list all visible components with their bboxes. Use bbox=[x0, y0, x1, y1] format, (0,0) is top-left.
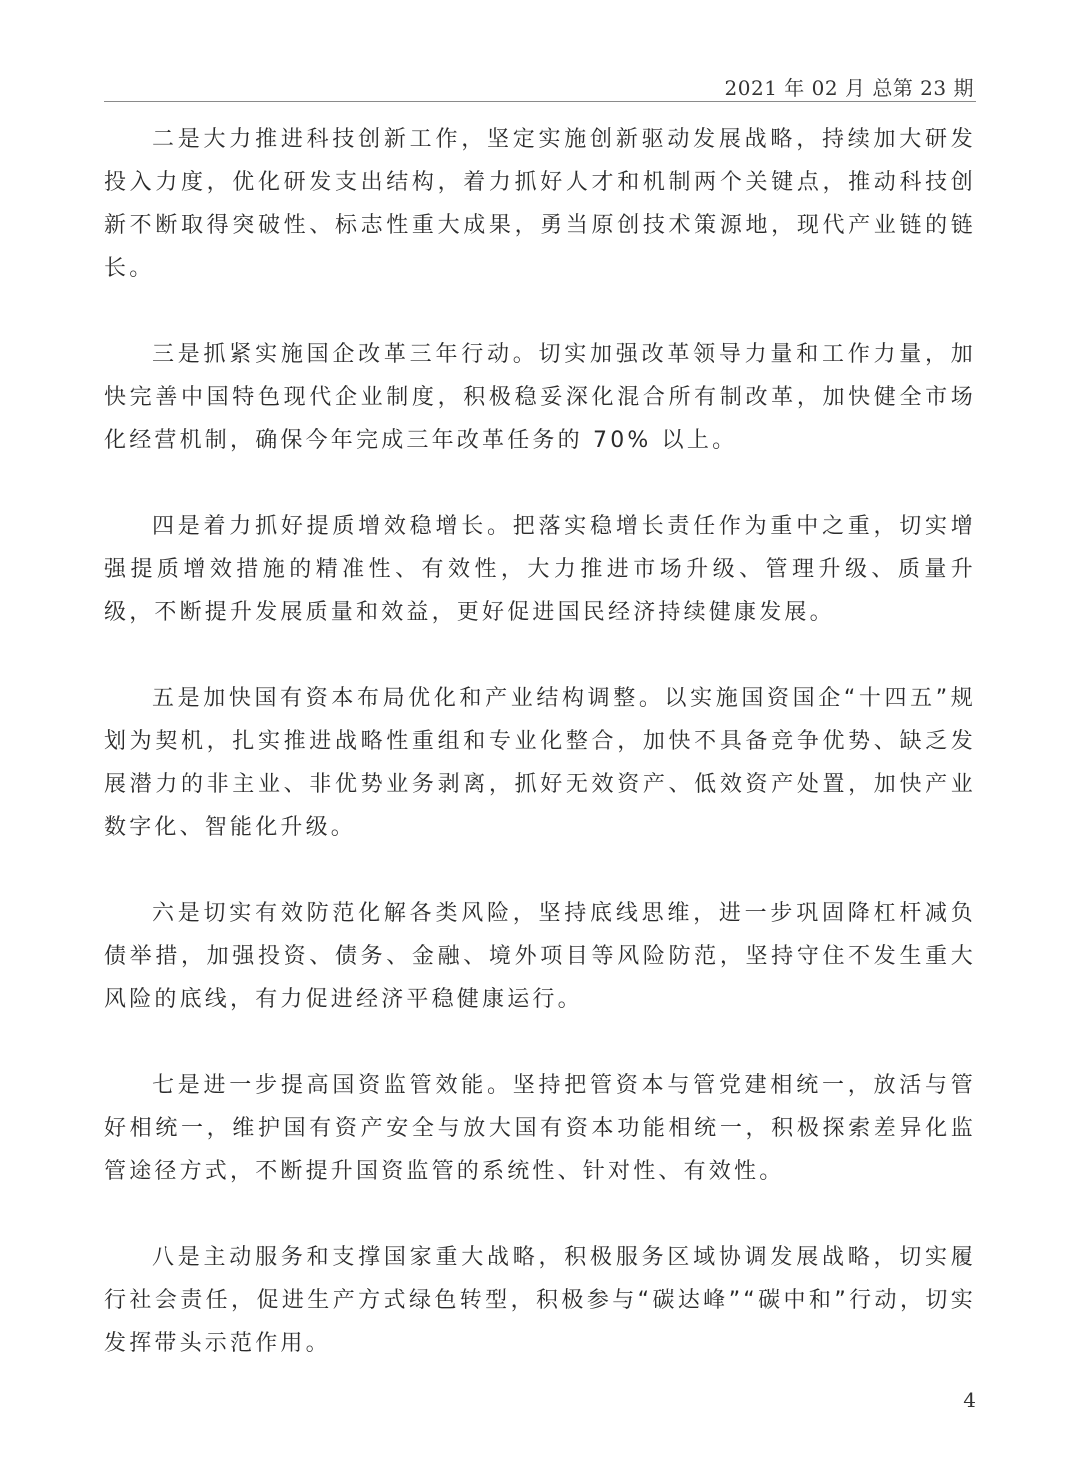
page-number: 4 bbox=[963, 1388, 976, 1412]
document-body bbox=[104, 118, 976, 1408]
paragraph-4: 四是着力抓好提质增效稳增长。把落实稳增长责任作为重中之重，切实增强提质增效措施的精准性、有效性，大力推进市场升级、管理升级、质量升级，不断提升发展质量和效益，更好促进国民经济持续健康发展。 bbox=[104, 514, 976, 625]
paragraph-8: 八是主动服务和支撑国家重大战略，积极服务区域协调发展战略，切实履行社会责任，促进生产方式绿色转型，积极参与“碳达峰”“碳中和”行动，切实发挥带头示范作用。 bbox=[104, 1245, 976, 1356]
header-divider bbox=[104, 101, 976, 102]
paragraph-3: 三是抓紧实施国企改革三年行动。切实加强改革领导力量和工作力量，加快完善中国特色现代企业制度，积极稳妥深化混合所有制改革，加快健全市场化经营机制，确保今年完成三年改革任务的 70% 以上。 bbox=[104, 342, 976, 453]
paragraph-5: 五是加快国有资本布局优化和产业结构调整。以实施国资国企“十四五”规划为契机，扎实推进战略性重组和专业化整合，加快不具备竞争优势、缺乏发展潜力的非主业、非优势业务剥离，抓好无效资产、低效资产处置，加快产业数字化、智能化升级。 bbox=[104, 686, 976, 840]
paragraph-7: 七是进一步提高国资监管效能。坚持把管资本与管党建相统一，放活与管好相统一，维护国有资产安全与放大国有资本功能相统一，积极探索差异化监管途径方式，不断提升国资监管的系统性、针对性、有效性。 bbox=[104, 1073, 976, 1184]
issue-header: 2021 年 02 月 总第 23 期 bbox=[724, 76, 974, 100]
paragraph-2: 二是大力推进科技创新工作，坚定实施创新驱动发展战略，持续加大研发投入力度，优化研发支出结构，着力抓好人才和机制两个关键点，推动科技创新不断取得突破性、标志性重大成果，勇当原创技术策源地，现代产业链的链长。 bbox=[104, 127, 976, 281]
paragraph-6: 六是切实有效防范化解各类风险，坚持底线思维，进一步巩固降杠杆减负债举措，加强投资、债务、金融、境外项目等风险防范，坚持守住不发生重大风险的底线，有力促进经济平稳健康运行。 bbox=[104, 901, 976, 1012]
